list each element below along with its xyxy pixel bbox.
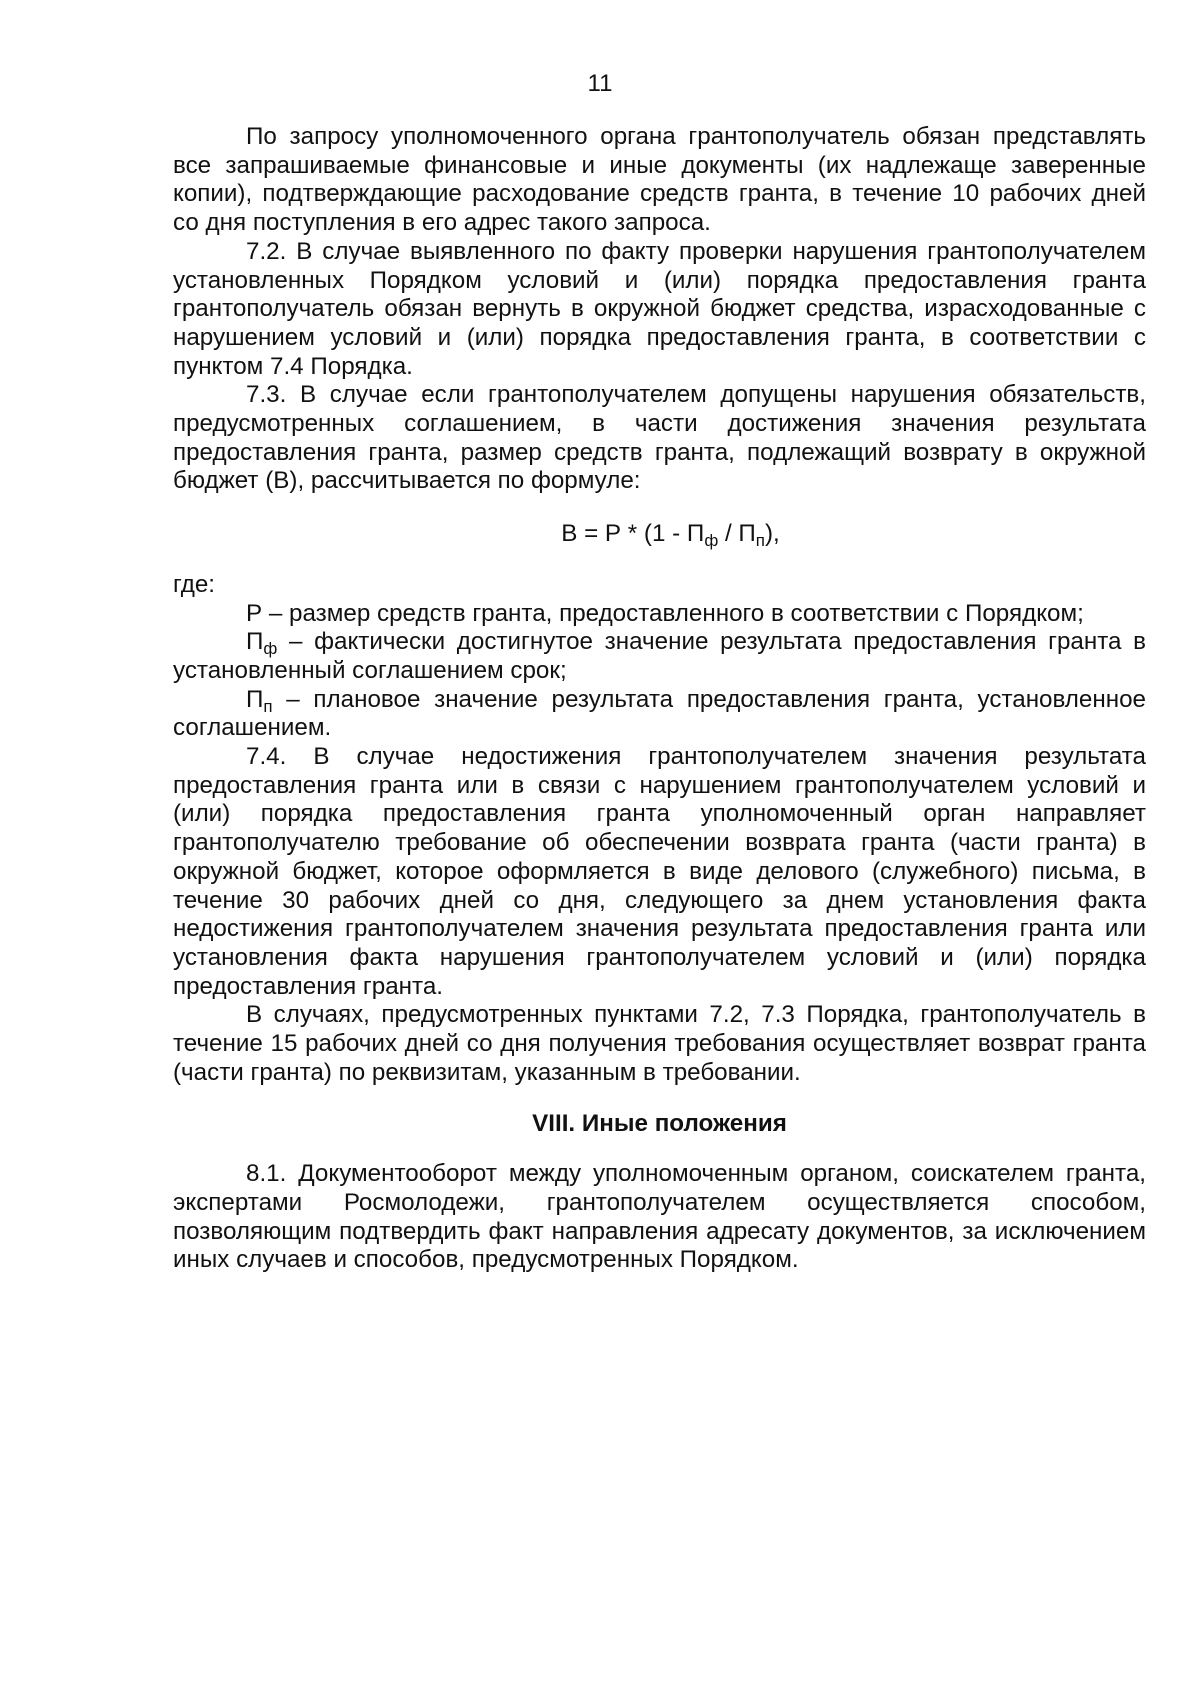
page-number: 11 [587,70,613,97]
paragraph-refund-term: В случаях, предусмотренных пунктами 7.2, 7.3 Порядка, грантополучатель в течение 15 рабочих дней со дня получения требования осуществляет возврат гранта (части гранта) по реквизитам, указанным в требовании. [173,1001,1146,1086]
definition-r: Р – размер средств гранта, предоставленного в соответствии с Порядком; [246,599,1084,627]
symbol-subscript-f: ф [263,639,278,659]
refund-formula [173,520,1146,549]
symbol-p: П [246,685,264,713]
formula-middle: / П [718,520,756,548]
formula-prefix: В = Р * (1 - П [561,520,705,548]
formula-subscript-p: п [755,531,765,551]
symbol-p: П [246,628,264,656]
definition-pp-text: – плановое значение результата предоставления гранта, установленное соглашением. [173,685,1146,742]
document-body [173,123,1146,1275]
paragraph-7-3: 7.3. В случае если грантополучателем допущены нарушения обязательств, предусмотренных соглашением, в части достижения значения результата предоставления гранта, размер средств гранта, подлежащий возврату в окружной бюджет (В), рассчитывается по формуле: [173,381,1146,495]
definition-pf-text: – фактически достигнутое значение результата предоставления гранта в установленный соглашением срок; [173,628,1146,684]
where-label: где: [173,570,216,598]
formula-suffix: ), [764,520,780,548]
paragraph-document-request: По запросу уполномоченного органа грантополучатель обязан представлять все запрашиваемые финансовые и иные документы (их надлежаще заверенные копии), подтверждающие расходование средств гранта, в течение 10 рабочих дней со дня поступления в его адрес такого запроса. [173,123,1146,237]
section-heading: VIII. Иные положения [532,1109,787,1137]
paragraph-7-2: 7.2. В случае выявленного по факту проверки нарушения грантополучателем установленных Порядком условий и (или) порядка предоставления гранта грантополучатель обязан вернуть в окружной бюджет средства, израсходованные с нарушением условий и (или) порядка предоставления гранта, в соответствии с пунктом 7.4 Порядка. [173,237,1146,380]
paragraph-8-1: 8.1. Документооборот между уполномоченным органом, соискателем гранта, экспертами Росмолодежи, грантополучателем осуществляется способом, позволяющим подтвердить факт направления адресату документов, за исключением иных случаев и способов, предусмотренных Порядком. [173,1160,1146,1274]
definition-pf [173,628,1146,685]
paragraph-7-4: 7.4. В случае недостижения грантополучателем значения результата предоставления гранта или в связи с нарушением грантополучателем условий и (или) порядка предоставления гранта уполномоченный орган направляет грантополучателю требование об обеспечении возврата гранта (части гранта) в окружной бюджет, которое оформляется в виде делового (служебного) письма, в течение 30 рабочих дней со дня, следующего за днем установления факта недостижения грантополучателем значения результата предоставления гранта или установления факта нарушения грантополучателем условий и (или) порядка предоставления гранта. [173,743,1146,1000]
formula-subscript-f: ф [704,531,719,551]
symbol-subscript-p: п [263,696,273,716]
definition-pp [173,686,1146,743]
